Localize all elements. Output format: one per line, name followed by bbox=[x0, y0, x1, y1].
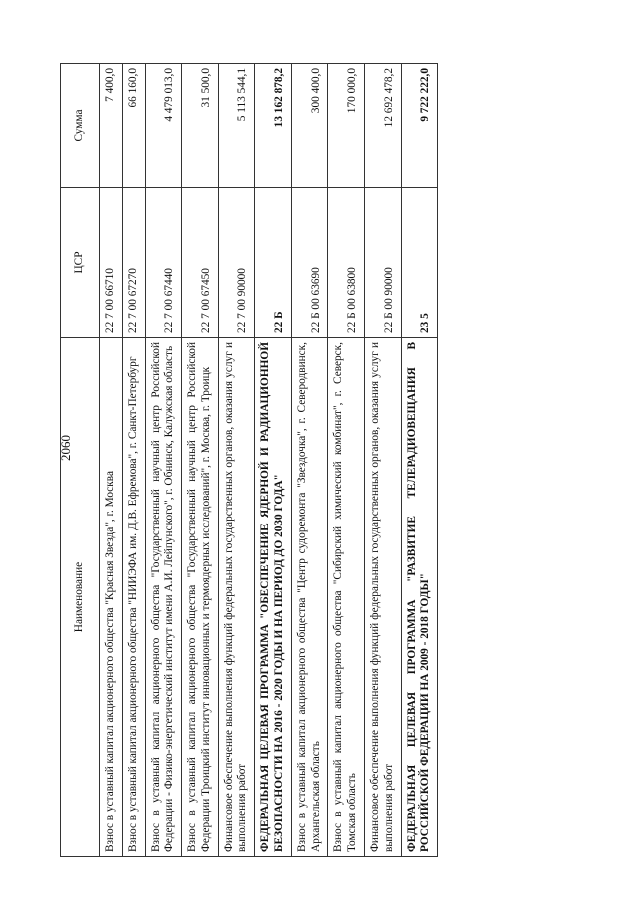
row-name: Взнос в уставный капитал акционерного общества "Центр судоремонта "Звездочка", г. Северодвинск, Архангельская область bbox=[291, 338, 328, 857]
table-row bbox=[218, 64, 255, 857]
table-row-program bbox=[255, 64, 292, 857]
row-code: 22 Б 00 63690 bbox=[291, 188, 328, 338]
row-code: 22 7 00 67440 bbox=[145, 188, 182, 338]
table-row bbox=[364, 64, 401, 857]
table-row bbox=[145, 64, 182, 857]
row-code: 22 Б bbox=[255, 188, 292, 338]
row-amount: 170 000,0 bbox=[328, 64, 365, 188]
header-name: Наименование bbox=[61, 338, 100, 857]
table-row bbox=[182, 64, 219, 857]
row-name: ФЕДЕРАЛЬНАЯ ЦЕЛЕВАЯ ПРОГРАММА "ОБЕСПЕЧЕНИЕ ЯДЕРНОЙ И РАДИАЦИОННОЙ БЕЗОПАСНОСТИ НА 2016 - 2020 ГОДЫ И НА ПЕРИОД ДО 2030 ГОДА" bbox=[255, 338, 292, 857]
row-name: Взнос в уставный капитал акционерного общества "Государственный научный центр Российской Федерации - Физико-энергетический институт имени А.И. Лейпунского", г. Обнинск, Калужская область bbox=[145, 338, 182, 857]
row-name: Взнос в уставный капитал акционерного общества "Государственный научный центр Российской Федерации Троицкий институт инновационных и термоядерных исследований", г. Москва, г. Троицк bbox=[182, 338, 219, 857]
row-name: Взнос в уставный капитал акционерного общества "Красная Звезда", г. Москва bbox=[100, 338, 123, 857]
table-row bbox=[100, 64, 123, 857]
row-code: 22 Б 00 63800 bbox=[328, 188, 365, 338]
budget-table bbox=[60, 63, 438, 857]
table-row-program bbox=[401, 64, 438, 857]
page-number: 2060 bbox=[58, 435, 73, 461]
row-name: ФЕДЕРАЛЬНАЯ ЦЕЛЕВАЯ ПРОГРАММА "РАЗВИТИЕ ТЕЛЕРАДИОВЕЩАНИЯ В РОССИЙСКОЙ ФЕДЕРАЦИИ НА 2009 - 2018 ГОДЫ" bbox=[401, 338, 438, 857]
header-code: ЦСР bbox=[61, 188, 100, 338]
row-amount: 9 722 222,0 bbox=[401, 64, 438, 188]
row-code: 23 5 bbox=[401, 188, 438, 338]
header-amount: Сумма bbox=[61, 64, 100, 188]
row-amount: 12 692 478,2 bbox=[364, 64, 401, 188]
row-code: 22 Б 00 90000 bbox=[364, 188, 401, 338]
row-code: 22 7 00 67270 bbox=[122, 188, 145, 338]
row-name: Финансовое обеспечение выполнения функций федеральных государственных органов, оказания услуг и выполнения работ bbox=[364, 338, 401, 857]
row-amount: 7 400,0 bbox=[100, 64, 123, 188]
row-name: Взнос в уставный капитал акционерного общества "Сибирский химический комбинат", г. Северск, Томская область bbox=[328, 338, 365, 857]
row-code: 22 7 00 66710 bbox=[100, 188, 123, 338]
row-amount: 5 113 544,1 bbox=[218, 64, 255, 188]
row-name: Взнос в уставный капитал акционерного общества "НИИЭФА им. Д.В. Ефремова", г. Санкт-Петербург bbox=[122, 338, 145, 857]
row-amount: 66 160,0 bbox=[122, 64, 145, 188]
row-code: 22 7 00 90000 bbox=[218, 188, 255, 338]
table-row bbox=[328, 64, 365, 857]
row-code: 22 7 00 67450 bbox=[182, 188, 219, 338]
table-row bbox=[291, 64, 328, 857]
row-amount: 13 162 878,2 bbox=[255, 64, 292, 188]
row-name: Финансовое обеспечение выполнения функций федеральных государственных органов, оказания услуг и выполнения работ bbox=[218, 338, 255, 857]
row-amount: 31 500,0 bbox=[182, 64, 219, 188]
table-header-row bbox=[61, 64, 100, 857]
row-amount: 4 479 013,0 bbox=[145, 64, 182, 188]
row-amount: 300 400,0 bbox=[291, 64, 328, 188]
table-row bbox=[122, 64, 145, 857]
